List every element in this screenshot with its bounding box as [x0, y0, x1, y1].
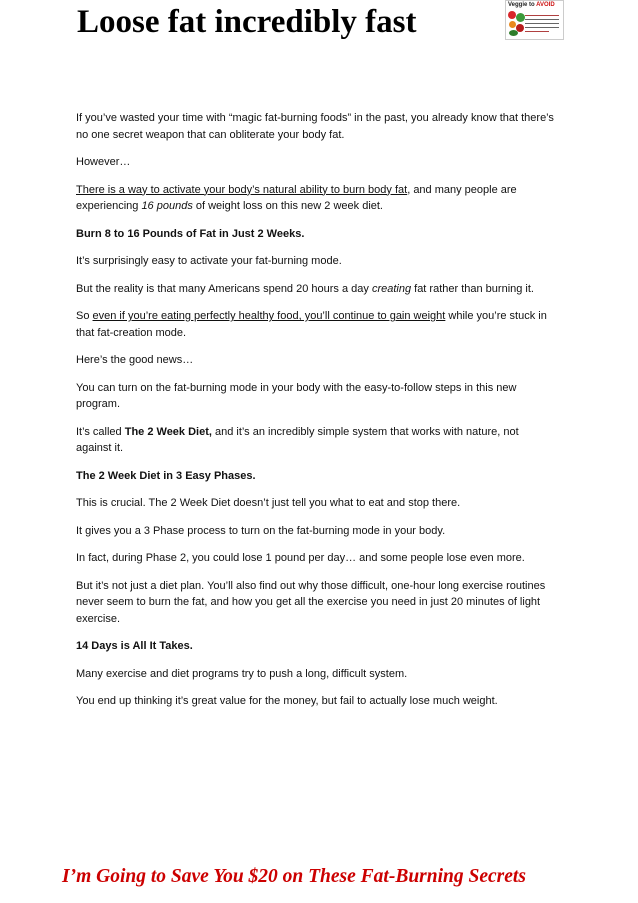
lettuce-icon [516, 13, 525, 22]
emphasis-text: 16 pounds [141, 200, 193, 212]
underlined-link[interactable]: There is a way to activate your body’s natural ability to burn body fat [76, 183, 408, 196]
thumbnail-caption-prefix: Veggie to [508, 2, 537, 8]
book-cover-thumbnail [505, 0, 564, 40]
paragraph-text: while you’re stuck in that fat-creation mode. [76, 310, 547, 339]
paragraph: Here’s the good news… [76, 354, 194, 366]
paragraph: In fact, during Phase 2, you could lose 1 pound per day… and some people lose even more. [76, 552, 525, 564]
tomato-icon [508, 11, 516, 19]
paragraph: It gives you a 3 Phase process to turn on the fat-burning mode in your body. [76, 524, 446, 537]
paragraph-text: It’s called [76, 425, 125, 438]
section-heading [76, 638, 556, 655]
emphasis-text: creating [371, 282, 412, 295]
section-heading-text: The 2 Week Diet in 3 Easy Phases. [76, 469, 256, 482]
paragraph: If you’ve wasted your time with “magic fat-burning foods” in the past, you already know that there’s no one secret weapon that can obliterate your body fat. [76, 112, 554, 141]
carrot-icon [509, 21, 516, 28]
paragraph: You end up thinking it’s great value for the money, but fail to actually lose much weight. [76, 695, 498, 707]
paragraph [76, 424, 556, 457]
section-heading [76, 226, 556, 243]
thumbnail-text-line [525, 19, 559, 20]
paragraph: Many exercise and diet programs try to push a long, difficult system. [76, 667, 408, 680]
thumbnail-text-line [525, 31, 549, 32]
paragraph-text: , and many people are experiencing [76, 183, 517, 212]
paragraph-text: fat rather than burning it. [411, 282, 534, 295]
section-heading [76, 468, 556, 485]
paragraph [76, 308, 556, 341]
cucumber-icon [509, 30, 518, 36]
thumbnail-text-line [525, 23, 559, 24]
page-title: Loose fat incredibly fast [77, 4, 417, 40]
thumbnail-caption-accent: AVOID [536, 2, 555, 8]
thumbnail-text-line [525, 15, 559, 16]
section-heading-text: 14 Days is All It Takes. [76, 640, 193, 652]
paragraph: However… [76, 156, 131, 168]
paragraph-text: and it’s an incredibly simple system that works with nature, not against it. [76, 425, 519, 454]
paragraph: But it’s not just a diet plan. You’ll also find out why those difficult, one-hour long exercise routines never seem to burn the fat, and how you get all the exercise you need in just 20 minutes of light exercise. [76, 579, 546, 625]
paragraph-text: But the reality is that many Americans spend 20 hours a day [76, 282, 372, 295]
underlined-link[interactable]: even if you’re eating perfectly healthy food, you’ll continue to gain weight [92, 310, 446, 322]
footer-tagline: I’m Going to Save You $20 on These Fat-Burning Secrets [62, 866, 526, 887]
paragraph: It’s surprisingly easy to activate your fat-burning mode. [76, 255, 342, 267]
paragraph-text: So [76, 310, 93, 322]
paragraph: You can turn on the fat-burning mode in your body with the easy-to-follow steps in this new program. [76, 381, 517, 410]
paragraph: This is crucial. The 2 Week Diet doesn’t just tell you what to eat and stop there. [76, 497, 461, 509]
paragraph [76, 182, 556, 215]
paragraph [76, 281, 556, 298]
thumbnail-text-line [525, 27, 559, 28]
article-body [76, 110, 556, 721]
strong-text: The 2 Week Diet, [124, 425, 212, 438]
thumbnail-caption [508, 2, 555, 9]
paragraph-text: of weight loss on this new 2 week diet. [192, 200, 383, 212]
section-heading-text: Burn 8 to 16 Pounds of Fat in Just 2 Weeks. [76, 227, 305, 240]
